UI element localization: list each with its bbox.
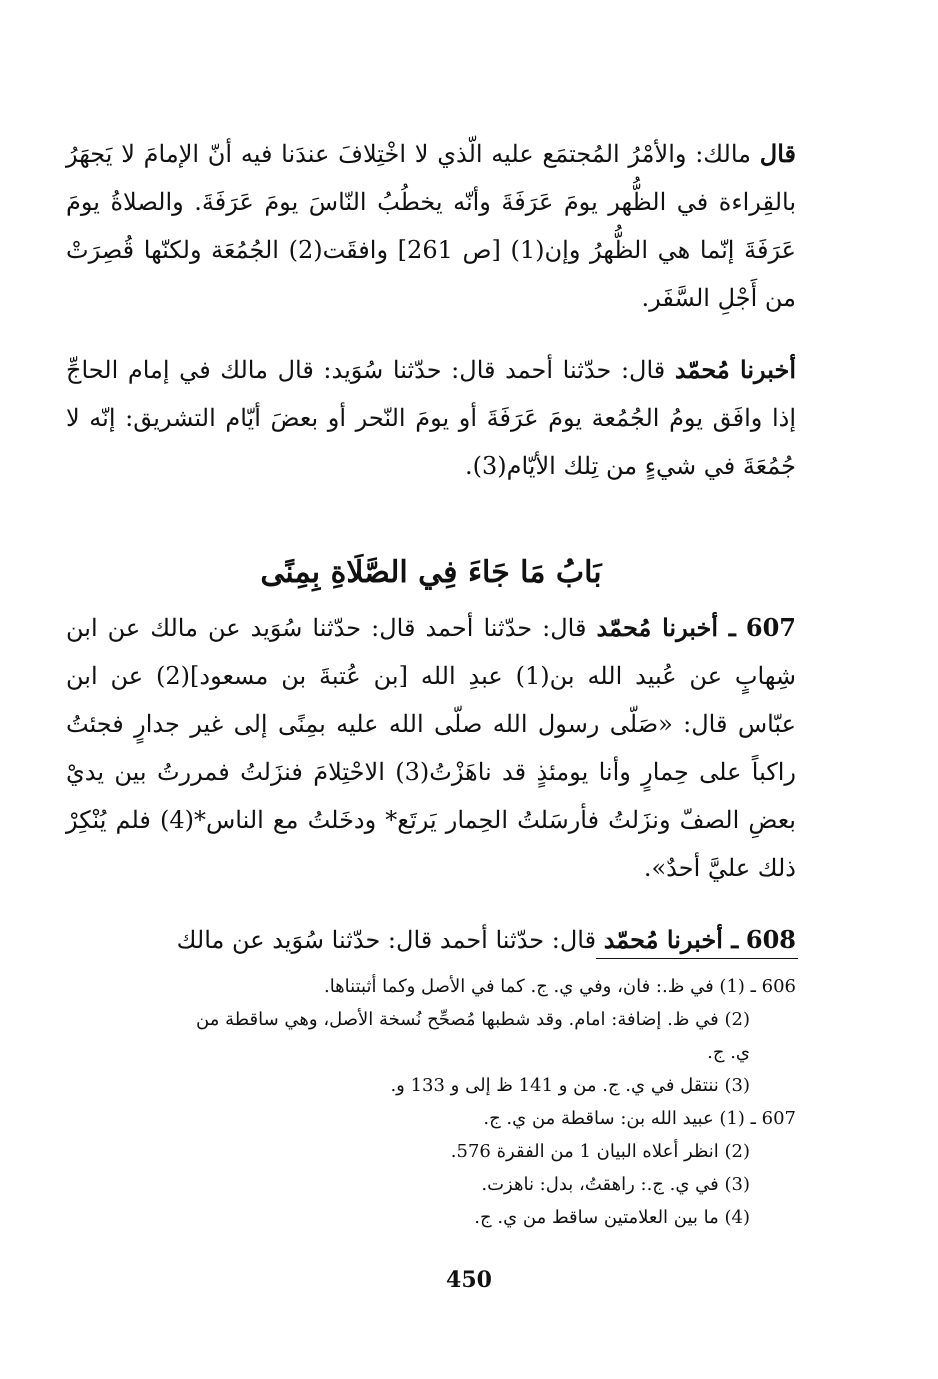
page-number: 450 xyxy=(446,1267,492,1293)
footnotes xyxy=(66,970,796,1234)
paragraph-text: قال: حدّثنا أحمد قال: حدّثنا سُوَيد: قال مالك في إمام الحاجِّ إذا وافَق يومُ الجُمُعة يومَ عَرَفَةَ أو يومَ النّحر أو بعضَ أيّام التشريق: إنّه لا جُمُعَةَ في شيءٍ من تِلك الأيّام(3). xyxy=(66,356,796,480)
footnote-606-2: (2) في ظ. إضافة: امام. وقد شطبها مُصحِّح نُسخة الأصل، وهي ساقطة من xyxy=(196,1009,750,1030)
paragraph-lead: أخبرنا مُحمّد xyxy=(674,355,796,384)
paragraph-lead: ـ أخبرنا مُحمّد xyxy=(596,613,736,642)
section-title: بَابُ مَا جَاءَ فِي الصَّلَاةِ بِمِنًى xyxy=(260,555,602,590)
page-body xyxy=(66,130,796,964)
footnote-separator xyxy=(596,958,798,959)
footnote-607-1: 607 ـ (1) عبيد الله بن: ساقطة من ي. ج. xyxy=(483,1108,796,1129)
hadith-608 xyxy=(66,916,796,964)
paragraph-imam-hajj xyxy=(66,346,796,490)
hadith-number: 608 xyxy=(745,925,796,954)
footnote-606-1: 606 ـ (1) في ظ.: فان، وفي ي. ج. كما في الأصل وكما أثبتناها. xyxy=(323,976,796,997)
hadith-607 xyxy=(66,604,796,892)
paragraph-text: مالك: والأمْرُ المُجتمَع عليه الّذي لا اخْتِلافَ عندَنا فيه أنّ الإمامَ لا يَجهَرُ بالقِراءة في الظُّهر يومَ عَرَفَةَ وأنّه يخطُبُ النّاسَ يومَ عَرَفَةَ. والصلاةُ يومَ عَرَفَةَ إنّما هي الظُّهرُ وإن(1) [ص 261] وافقَت(2) الجُمُعَة ولكنّها قُصِرَتْ من أَجْلِ السَّفَر. xyxy=(66,140,797,312)
paragraph-lead: قال xyxy=(759,139,796,168)
paragraph-malik-arafa xyxy=(66,130,796,322)
footnote-607-2: (2) انظر أعلاه البيان 1 من الفقرة 576. xyxy=(450,1141,750,1162)
footnote-607-3: (3) في ي. ج.: راهقتُ، بدل: ناهزت. xyxy=(481,1174,750,1195)
footnote-607-4: (4) ما بين العلامتين ساقط من ي. ج. xyxy=(474,1207,750,1228)
footnote-606-2-continued: ي. ج. xyxy=(707,1042,750,1063)
hadith-number: 607 xyxy=(745,613,796,642)
footnote-606-3: (3) ننتقل في ي. ج. من و 141 ظ إلى و 133 و. xyxy=(390,1075,750,1096)
paragraph-text: قال: حدّثنا أحمد قال: حدّثنا سُوَيد عن مالك xyxy=(176,926,604,954)
paragraph-lead: ـ أخبرنا مُحمّد xyxy=(603,925,739,954)
paragraph-text: قال: حدّثنا أحمد قال: حدّثنا سُوَيد عن مالك عن ابن شِهابٍ عن عُبيد الله بن(1) عبدِ الله [بن عُتبةَ بن مسعود](2) عن ابن عبّاس قال: «صَلّى رسول الله صلّى الله عليه بمِنًى إلى غير جدارٍ فجئتُ راكباً على حِمارٍ وأنا يومئذٍ قد ناهَزْتُ(3) الاحْتِلامَ فنزَلتُ فمررتُ بين يديْ بعضِ الصفّ ونزَلتُ فأرسَلتُ الحِمار يَرتَع* ودخَلتُ مع الناس*(4) فلم يُنْكِرْ ذلك عليَّ أحدٌ». xyxy=(66,614,796,882)
